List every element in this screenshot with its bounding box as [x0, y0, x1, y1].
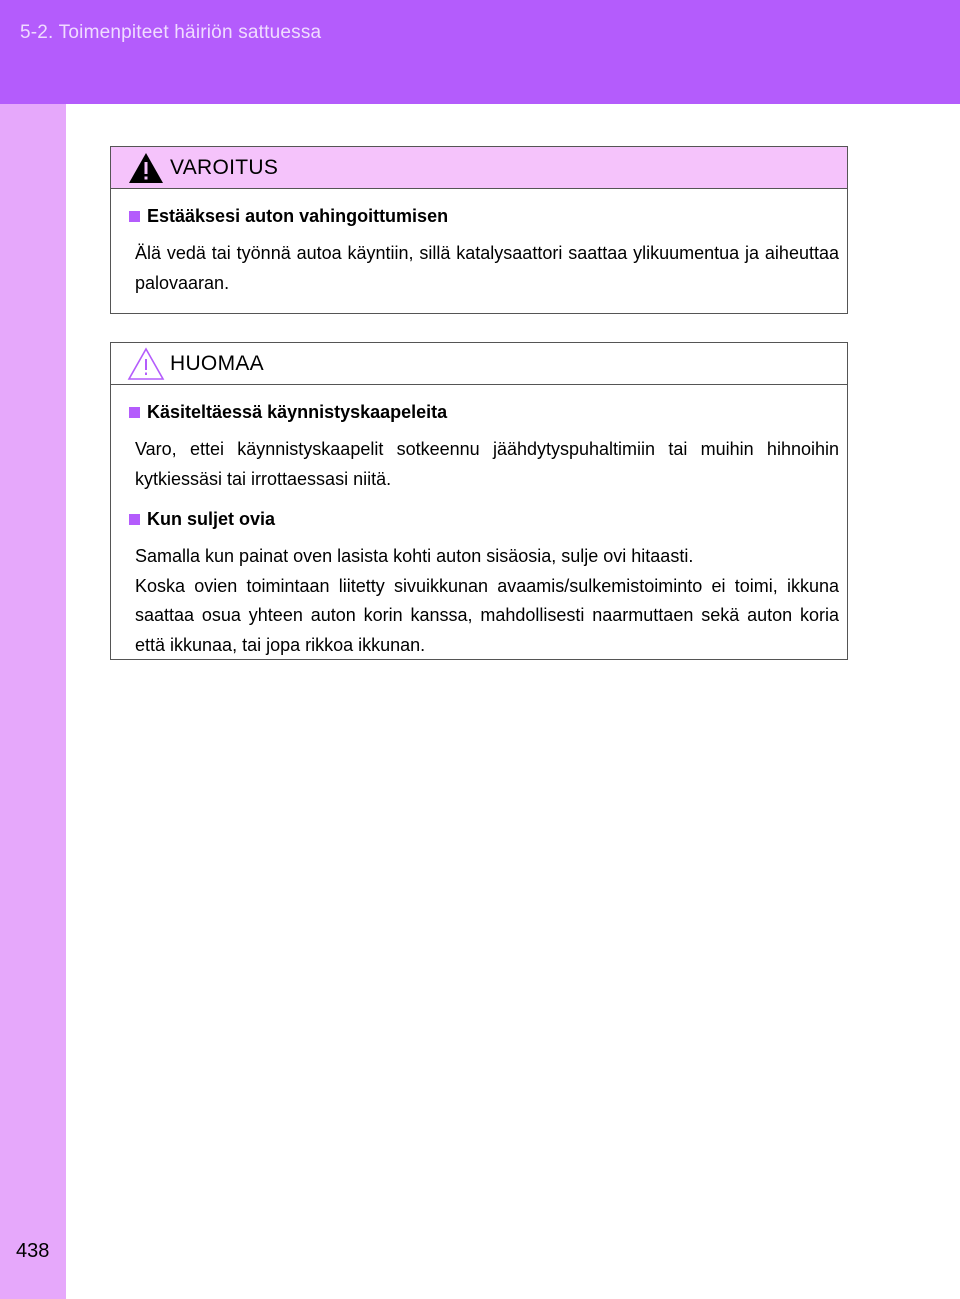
notice-box-header: [111, 343, 847, 385]
warning-box-title: VAROITUS: [170, 156, 279, 179]
warning-item-text: Älä vedä tai työnnä autoa käyntiin, sillä katalysaattori saattaa ylikuumentua ja aiheuttaa palovaaran.: [135, 243, 839, 293]
notice-item-heading-text: Kun suljet ovia: [147, 508, 276, 529]
section-title: 5-2. Toimenpiteet häiriön sattuessa: [20, 22, 322, 43]
notice-item-text: Koska ovien toimintaan liitetty sivuikkunan avaamis/sulkemistoiminto ei toimi, ikkuna saattaa osua yhteen auton korin kanssa, mahdollisesti naarmuttaen sekä auton koria että ikkunaa, tai jopa rikkoa ikkunan.: [135, 575, 839, 655]
warning-box: [110, 146, 848, 314]
warning-item-heading: [129, 205, 839, 227]
header-band: [0, 0, 960, 104]
warning-icon: [127, 151, 165, 185]
notice-box: [110, 342, 848, 660]
bullet-square-icon: [129, 407, 140, 418]
side-band: [0, 104, 66, 1299]
notice-box-title: HUOMAA: [170, 352, 264, 375]
warning-box-header: [111, 147, 847, 189]
notice-box-body: [111, 385, 847, 660]
bullet-square-icon: [129, 211, 140, 222]
notice-item-text: Varo, ettei käynnistyskaapelit sotkeennu jäähdytyspuhaltimiin tai muihin hihnoihin kytkiessäsi tai irrottaessasi niitä.: [135, 439, 839, 489]
notice-item-heading-text: Käsiteltäessä käynnistyskaapeleita: [147, 401, 448, 422]
warning-item-heading-text: Estääksesi auton vahingoittumisen: [147, 205, 449, 226]
notice-item-text: Samalla kun painat oven lasista kohti auton sisäosia, sulje ovi hitaasti.: [135, 546, 694, 566]
warning-box-body: [111, 189, 847, 298]
page-number: 438: [16, 1240, 50, 1262]
notice-icon: [127, 347, 165, 381]
bullet-square-icon: [129, 514, 140, 525]
notice-item-heading: [129, 401, 839, 423]
notice-item-heading: [129, 508, 839, 530]
